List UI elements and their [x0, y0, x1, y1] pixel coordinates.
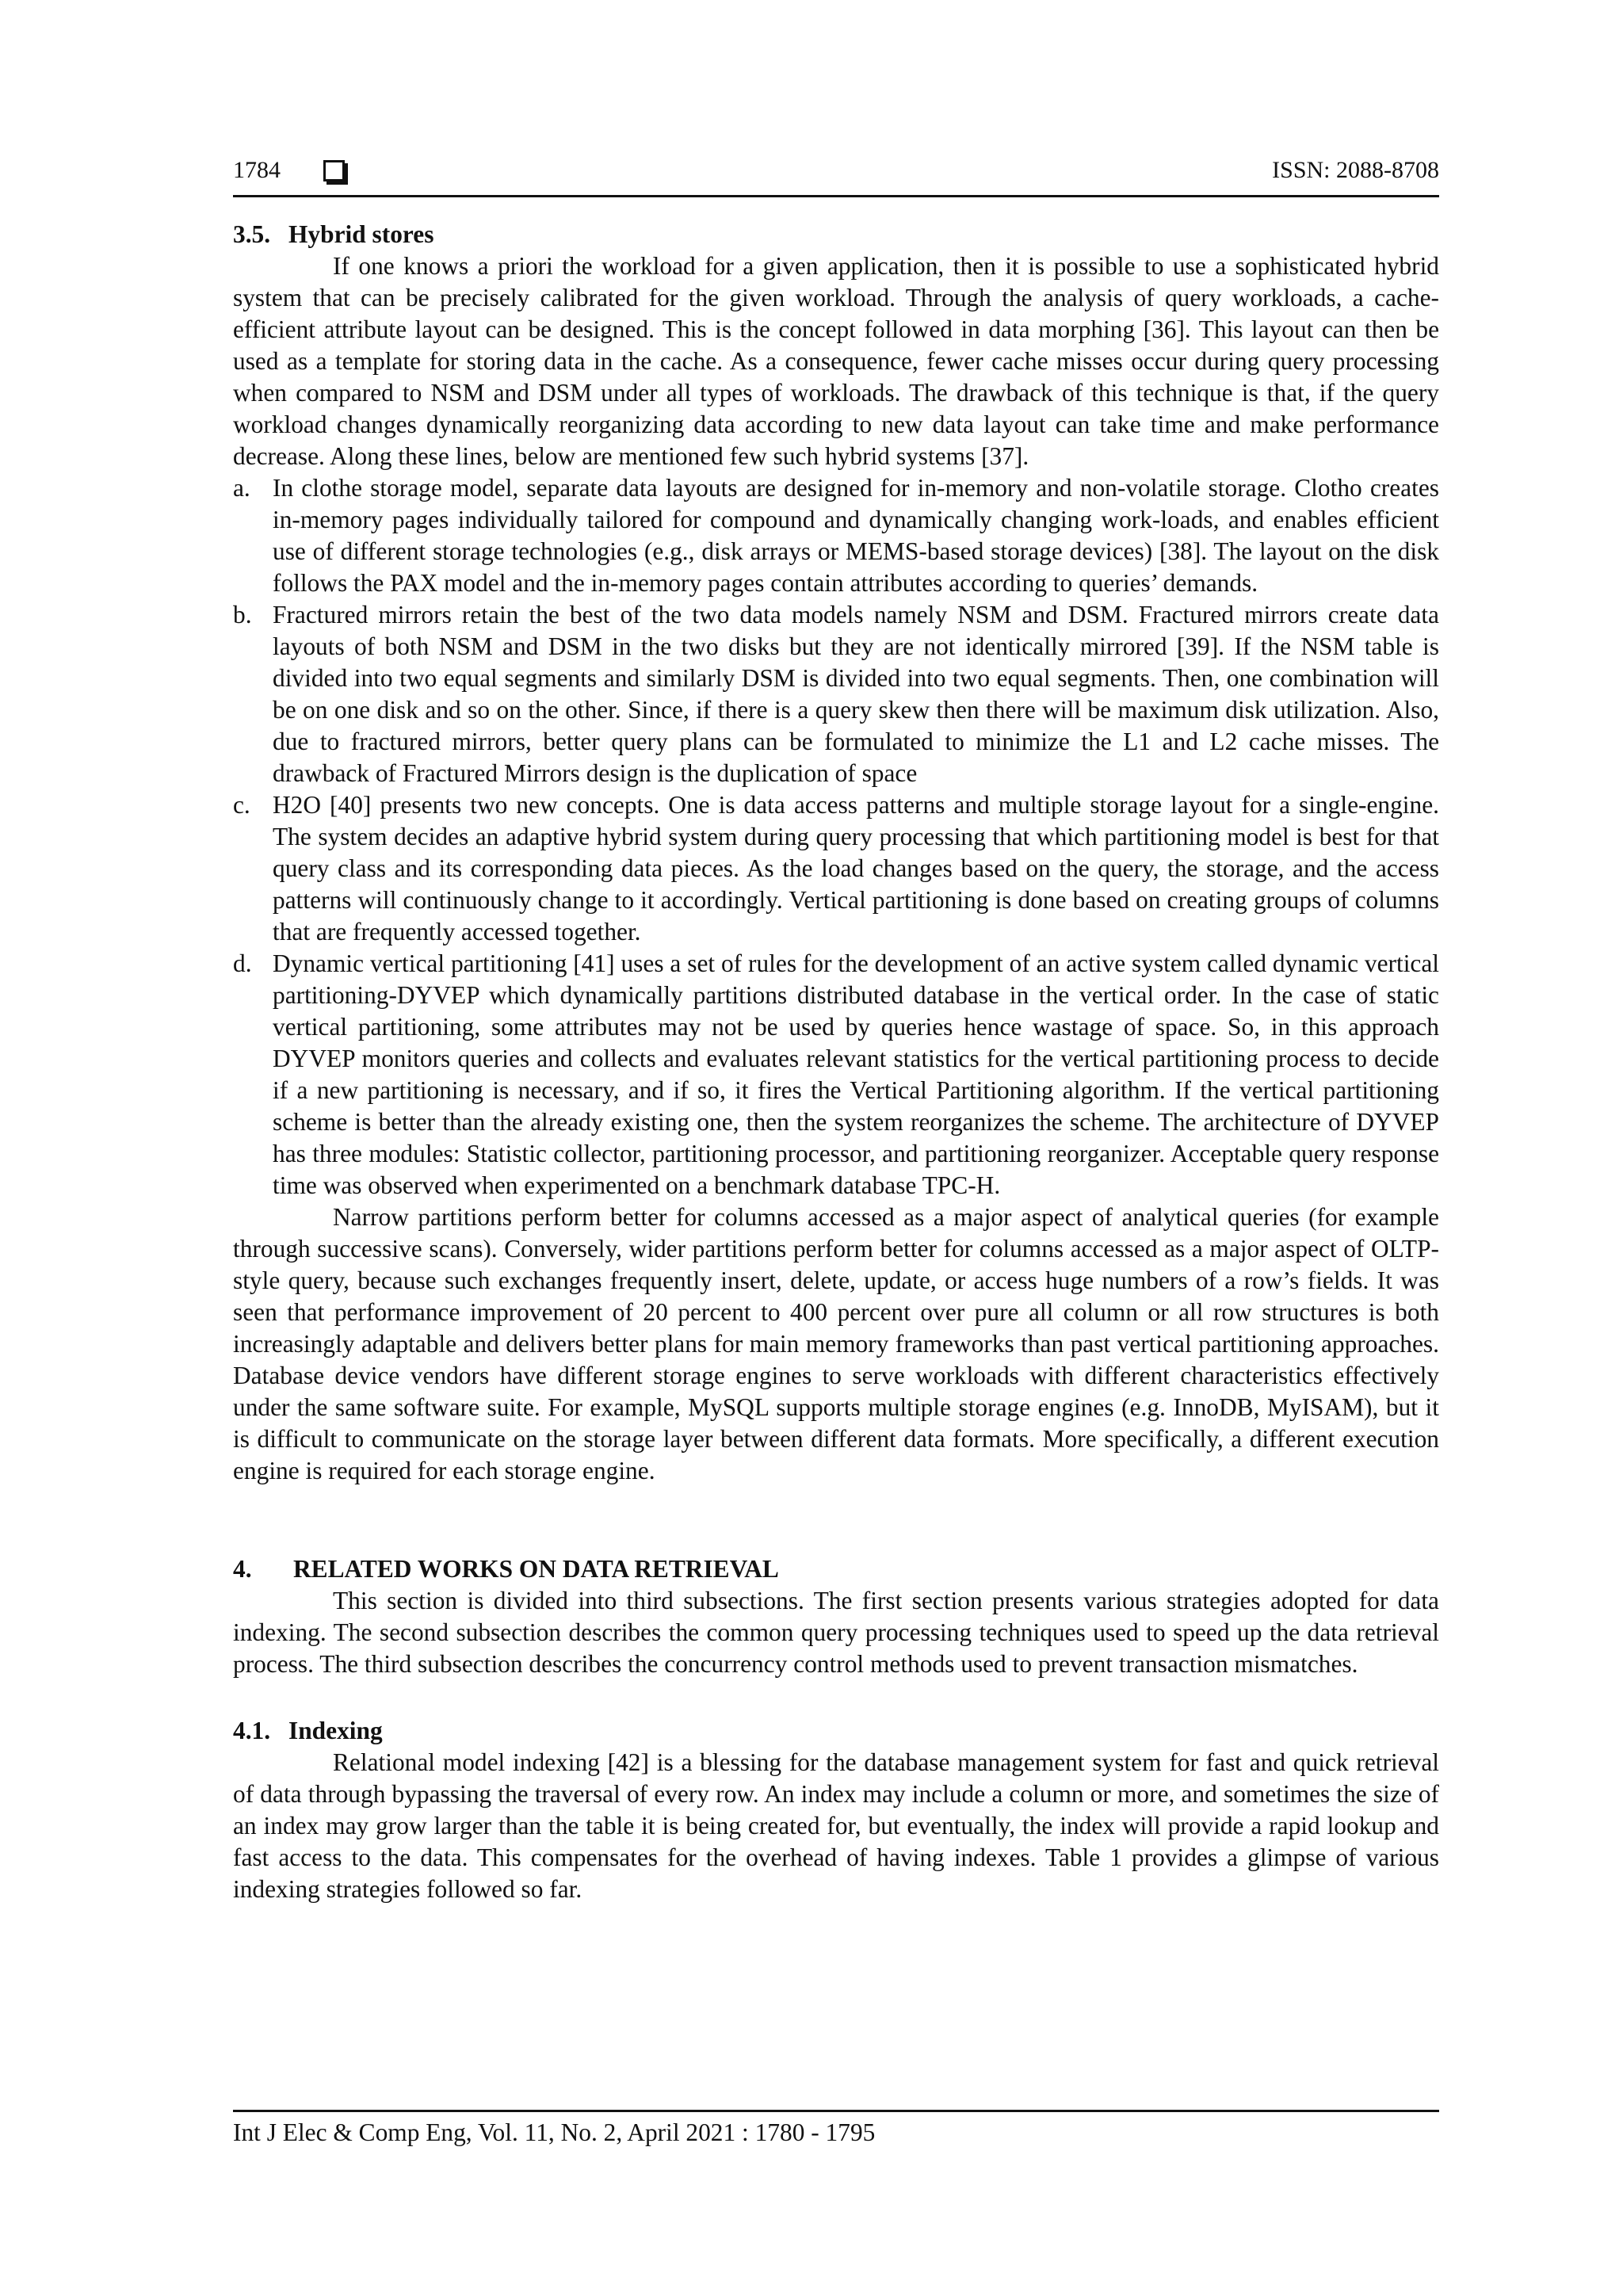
list-item-text: Fractured mirrors retain the best of the two data models namely NSM and DSM. Fractured mirrors create data layouts of both NSM and DSM in the two disks but they are not identically mirrored [39]. If the NSM table is divided into two equal segments and similarly DSM is divided into two equal segments. Then, one combination will be on one disk and so on the other. Since, if there is a query skew then there will be maximum disk utilization. Also, due to fractured mirrors, better query plans can be formulated to minimize the L1 and L2 cache misses. The drawback of Fractured Mirrors design is the duplication of space [273, 601, 1439, 787]
list-marker: b. [233, 601, 252, 628]
paragraph-partitions: Narrow partitions perform better for columns accessed as a major aspect of analytical queries (for example through successive scans). Conversely, wider partitions perform better for columns accessed as a major aspect of OLTP-style query, because such exchanges frequently insert, delete, update, or access huge numbers of a row’s fields. It was seen that performance improvement of 20 percent to 400 percent over pure all column or all row structures is both increasingly adaptable and delivers better plans for main memory frameworks than past vertical partitioning approaches. Database device vendors have different storage engines to serve workloads with different characteristics effectively under the same software suite. For example, MySQL supports multiple storage engines (e.g. InnoDB, MyISAM), but it is difficult to communicate on the storage layer between different data formats. More specifically, a different execution engine is required for each storage engine. [233, 1203, 1439, 1484]
paragraph-related-works-intro: This section is divided into third subsections. The first section presents various strategies adopted for data indexing. The second subsection describes the common query processing techniques used to speed up the data retrieval process. The third subsection describes the concurrency control methods used to prevent transaction mismatches. [233, 1587, 1439, 1678]
list-item-text: Dynamic vertical partitioning [41] uses a set of rules for the development of an active system called dynamic vertical partitioning-DYVEP which dynamically partitions distributed database in the vertical order. In the case of static vertical partitioning, some attributes may not be used by queries hence wastage of space. So, in this approach DYVEP monitors queries and collects and evaluates relevant statistics for the vertical partitioning process to decide if a new partitioning is necessary, and if so, it fires the Vertical Partitioning algorithm. If the vertical partitioning scheme is better than the already existing one, then the system reorganizes the scheme. The architecture of DYVEP has three modules: Statistic collector, partitioning processor, and partitioning reorganizer. Acceptable query response time was observed when experimented on a benchmark database TPC-H. [273, 949, 1439, 1199]
article-body [233, 219, 1439, 1905]
section-spacer [233, 1487, 1439, 1553]
section-title: Hybrid stores [288, 220, 434, 248]
square-bullet-icon [323, 160, 345, 181]
hybrid-systems-list [233, 472, 1439, 1201]
section-number: 4. [233, 1555, 252, 1583]
journal-citation: Int J Elec & Comp Eng, Vol. 11, No. 2, April 2021 : 1780 - 1795 [233, 2118, 876, 2146]
section-number: 4.1. [233, 1717, 271, 1744]
paragraph-hybrid-intro: If one knows a priori the workload for a given application, then it is possible to use a sophisticated hybrid system that can be precisely calibrated for the given workload. Through the analysis of query workloads, a cache-efficient attribute layout can be designed. This is the concept followed in data morphing [36]. This layout can then be used as a template for storing data in the cache. As a consequence, fewer cache misses occur during query processing when compared to NSM and DSM under all types of workloads. The drawback of this technique is that, if the query workload changes dynamically reorganizing data according to new data layout can take time and make performance decrease. Along these lines, below are mentioned few such hybrid systems [37]. [233, 252, 1439, 470]
list-item [233, 472, 1439, 599]
list-item [233, 599, 1439, 789]
running-footer [233, 2110, 1439, 2149]
issn-label: ISSN: 2088-8708 [1272, 157, 1439, 183]
list-item [233, 948, 1439, 1201]
section-number: 3.5. [233, 220, 271, 248]
section-spacer [233, 1680, 1439, 1715]
list-item [233, 789, 1439, 948]
list-marker: a. [233, 474, 250, 502]
section-title: RELATED WORKS ON DATA RETRIEVAL [293, 1555, 779, 1583]
list-item-text: H2O [40] presents two new concepts. One is data access patterns and multiple storage layout for a single-engine. The system decides an adaptive hybrid system during query processing that which partitioning model is best for that query class and its corresponding data pieces. As the load changes based on the query, the storage, and the access patterns will continuously change to it accordingly. Vertical partitioning is done based on creating groups of columns that are frequently accessed together. [273, 791, 1439, 946]
page-number: 1784 [233, 157, 281, 183]
list-marker: c. [233, 791, 250, 819]
section-heading-4 [233, 1553, 1439, 1585]
paragraph-indexing: Relational model indexing [42] is a blessing for the database management system for fast and quick retrieval of data through bypassing the traversal of every row. An index may include a column or more, and sometimes the size of an index may grow larger than the table it is being created for, but eventually, the index will provide a rapid lookup and fast access to the data. This compensates for the overhead of having indexes. Table 1 provides a glimpse of various indexing strategies followed so far. [233, 1748, 1439, 1903]
section-title: Indexing [288, 1717, 383, 1744]
section-heading-4-1 [233, 1715, 1439, 1747]
list-item-text: In clothe storage model, separate data layouts are designed for in-memory and non-volatile storage. Clotho creates in-memory pages individually tailored for compound and dynamically changing work-loads, and enables efficient use of different storage technologies (e.g., disk arrays or MEMS-based storage devices) [38]. The layout on the disk follows the PAX model and the in-memory pages contain attributes according to queries’ demands. [273, 474, 1439, 597]
running-header [233, 151, 1439, 197]
list-marker: d. [233, 949, 252, 977]
section-heading-3-5 [233, 219, 1439, 250]
